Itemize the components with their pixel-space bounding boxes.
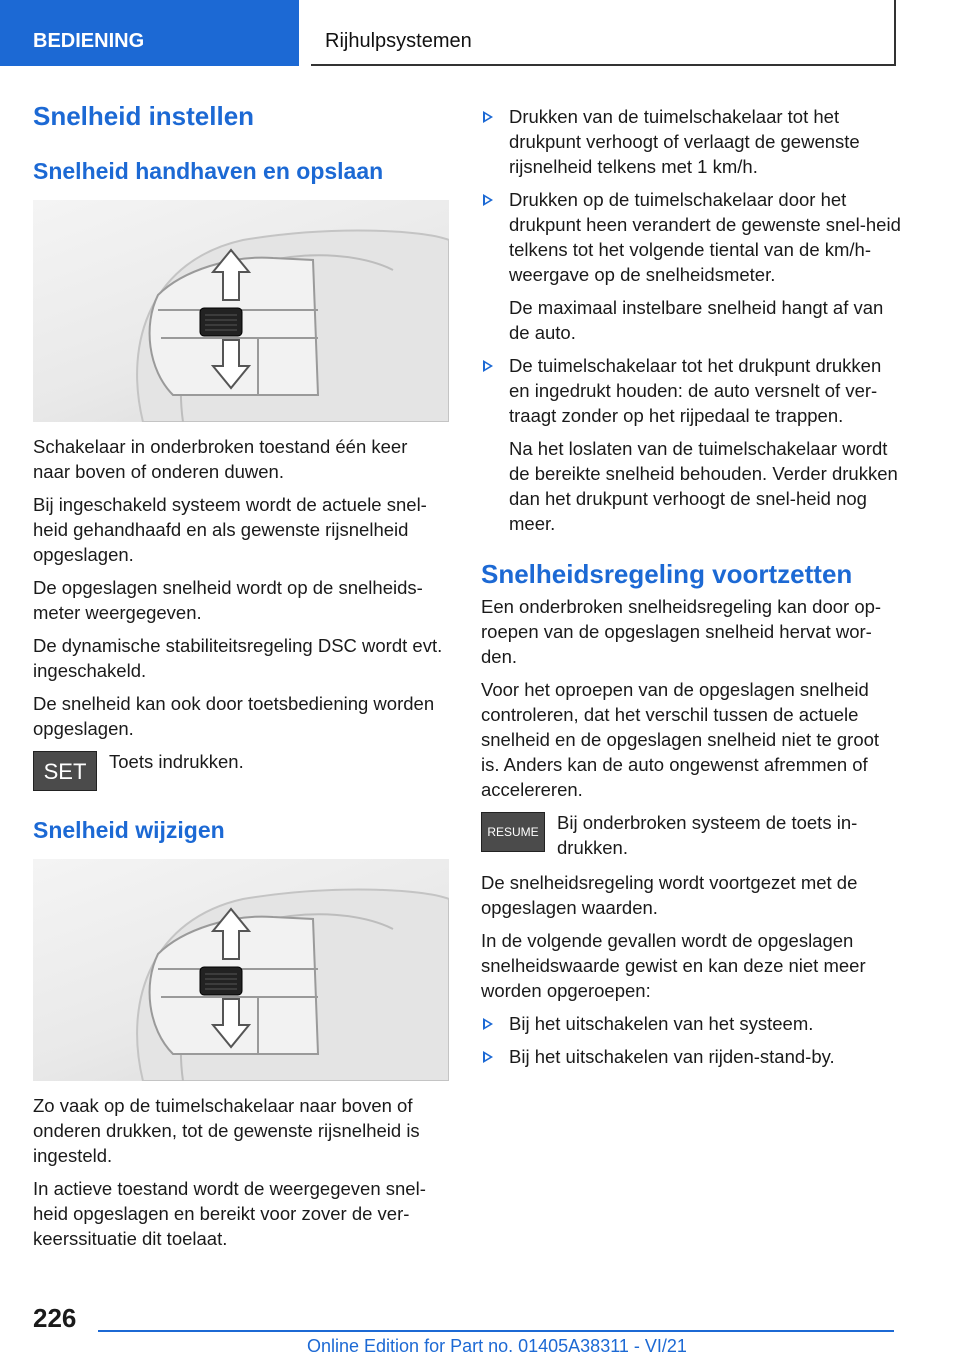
subsection-heading-change: Snelheid wijzigen xyxy=(33,817,225,843)
section-heading: Snelheid instellen xyxy=(33,101,255,131)
paragraph: Schakelaar in onderbroken toestand één keer naar boven of onderen duwen. xyxy=(33,436,408,482)
subsection-heading-store: Snelheid handhaven en opslaan xyxy=(33,158,384,184)
steering-wheel-switch-illustration xyxy=(33,859,449,1081)
right-column xyxy=(481,104,901,1077)
section-heading-resume: Snelheidsregeling voortzetten xyxy=(481,559,853,589)
header-section-tab xyxy=(0,0,299,66)
bullet-text: De tuimelschakelaar tot het drukpunt drukken en ingedrukt houden: de auto versnelt of ver-traagt zonder op het rijpedaal te trappen. xyxy=(509,355,882,426)
set-key-icon: SET xyxy=(33,751,97,791)
bullet-list xyxy=(481,104,901,536)
footer-divider xyxy=(98,1330,894,1332)
left-column xyxy=(33,100,449,1259)
steering-wheel-switch-image xyxy=(33,200,449,422)
list-item xyxy=(481,187,901,345)
paragraph: Zo vaak op de tuimelschakelaar naar boven of onderen drukken, tot de gewenste rijsnelheid is ingesteld. xyxy=(33,1095,420,1166)
paragraph: De snelheidsregeling wordt voortgezet met de opgeslagen waarden. xyxy=(481,872,858,918)
triangle-bullet-icon xyxy=(483,111,493,123)
paragraph: In de volgende gevallen wordt de opgeslagen snelheidswaarde gewist en kan deze niet meer worden opgeroepen: xyxy=(481,930,866,1001)
chapter-title: Rijhulpsystemen xyxy=(325,30,472,52)
bullet-text: Drukken op de tuimelschakelaar door het drukpunt heen verandert de gewenste snel-heid telkens tot het volgende tiental van de km/h-weergave op de snelheidsmeter. xyxy=(509,189,901,285)
steering-wheel-switch-illustration xyxy=(33,200,449,422)
bullet-text: Bij het uitschakelen van rijden-stand-by. xyxy=(509,1046,835,1067)
resume-key-instruction: Bij onderbroken systeem de toets in-drukken. xyxy=(557,812,858,858)
resume-key-icon: RESUME xyxy=(481,812,545,852)
bullet-note: De maximaal instelbare snelheid hangt af van de auto. xyxy=(509,297,884,343)
header-chapter-tab xyxy=(311,0,896,66)
list-item xyxy=(481,104,901,179)
paragraph: Voor het oproepen van de opgeslagen snelheid controleren, dat het verschil tussen de actuele snelheid en de opgeslagen snelheid niet te groot is. Anders kan de auto ongewenst afremmen of accelereren. xyxy=(481,679,880,800)
bullet-text: Drukken van de tuimelschakelaar tot het drukpunt verhoogt of verlaagt de gewenste rijsnelheid telkens met 1 km/h. xyxy=(509,106,860,177)
section-title: BEDIENING xyxy=(33,30,145,52)
paragraph: In actieve toestand wordt de weergegeven snel-heid opgeslagen en bereikt voor zover de ver-keerssituatie dit toelaat. xyxy=(33,1178,426,1249)
triangle-bullet-icon xyxy=(483,360,493,372)
bullet-note: Na het loslaten van de tuimelschakelaar wordt de bereikte snelheid behouden. Verder drukken dan het drukpunt verhoogt de snel-heid nog meer. xyxy=(509,438,898,534)
paragraph: Een onderbroken snelheidsregeling kan door op-roepen van de opgeslagen snelheid hervat wor-den. xyxy=(481,596,882,667)
bullet-list xyxy=(481,1011,901,1069)
page-number: 226 xyxy=(33,1303,77,1333)
list-item xyxy=(481,1011,901,1036)
resume-key-row xyxy=(481,810,901,860)
paragraph: De dynamische stabiliteitsregeling DSC wordt evt. ingeschakeld. xyxy=(33,635,443,681)
triangle-bullet-icon xyxy=(483,1018,493,1030)
set-key-instruction: Toets indrukken. xyxy=(109,751,244,772)
steering-wheel-switch-image xyxy=(33,859,449,1081)
footer-edition: Online Edition for Part no. 01405A38311 - VI/21 xyxy=(307,1336,687,1356)
bullet-text: Bij het uitschakelen van het systeem. xyxy=(509,1013,814,1034)
list-item xyxy=(481,1044,901,1069)
triangle-bullet-icon xyxy=(483,1051,493,1063)
list-item xyxy=(481,353,901,536)
triangle-bullet-icon xyxy=(483,194,493,206)
paragraph: Bij ingeschakeld systeem wordt de actuele snel-heid gehandhaafd en als gewenste rijsnelheid opgeslagen. xyxy=(33,494,427,565)
paragraph: De snelheid kan ook door toetsbediening worden opgeslagen. xyxy=(33,693,435,739)
paragraph: De opgeslagen snelheid wordt op de snelheids-meter weergegeven. xyxy=(33,577,423,623)
set-key-row xyxy=(33,749,449,791)
